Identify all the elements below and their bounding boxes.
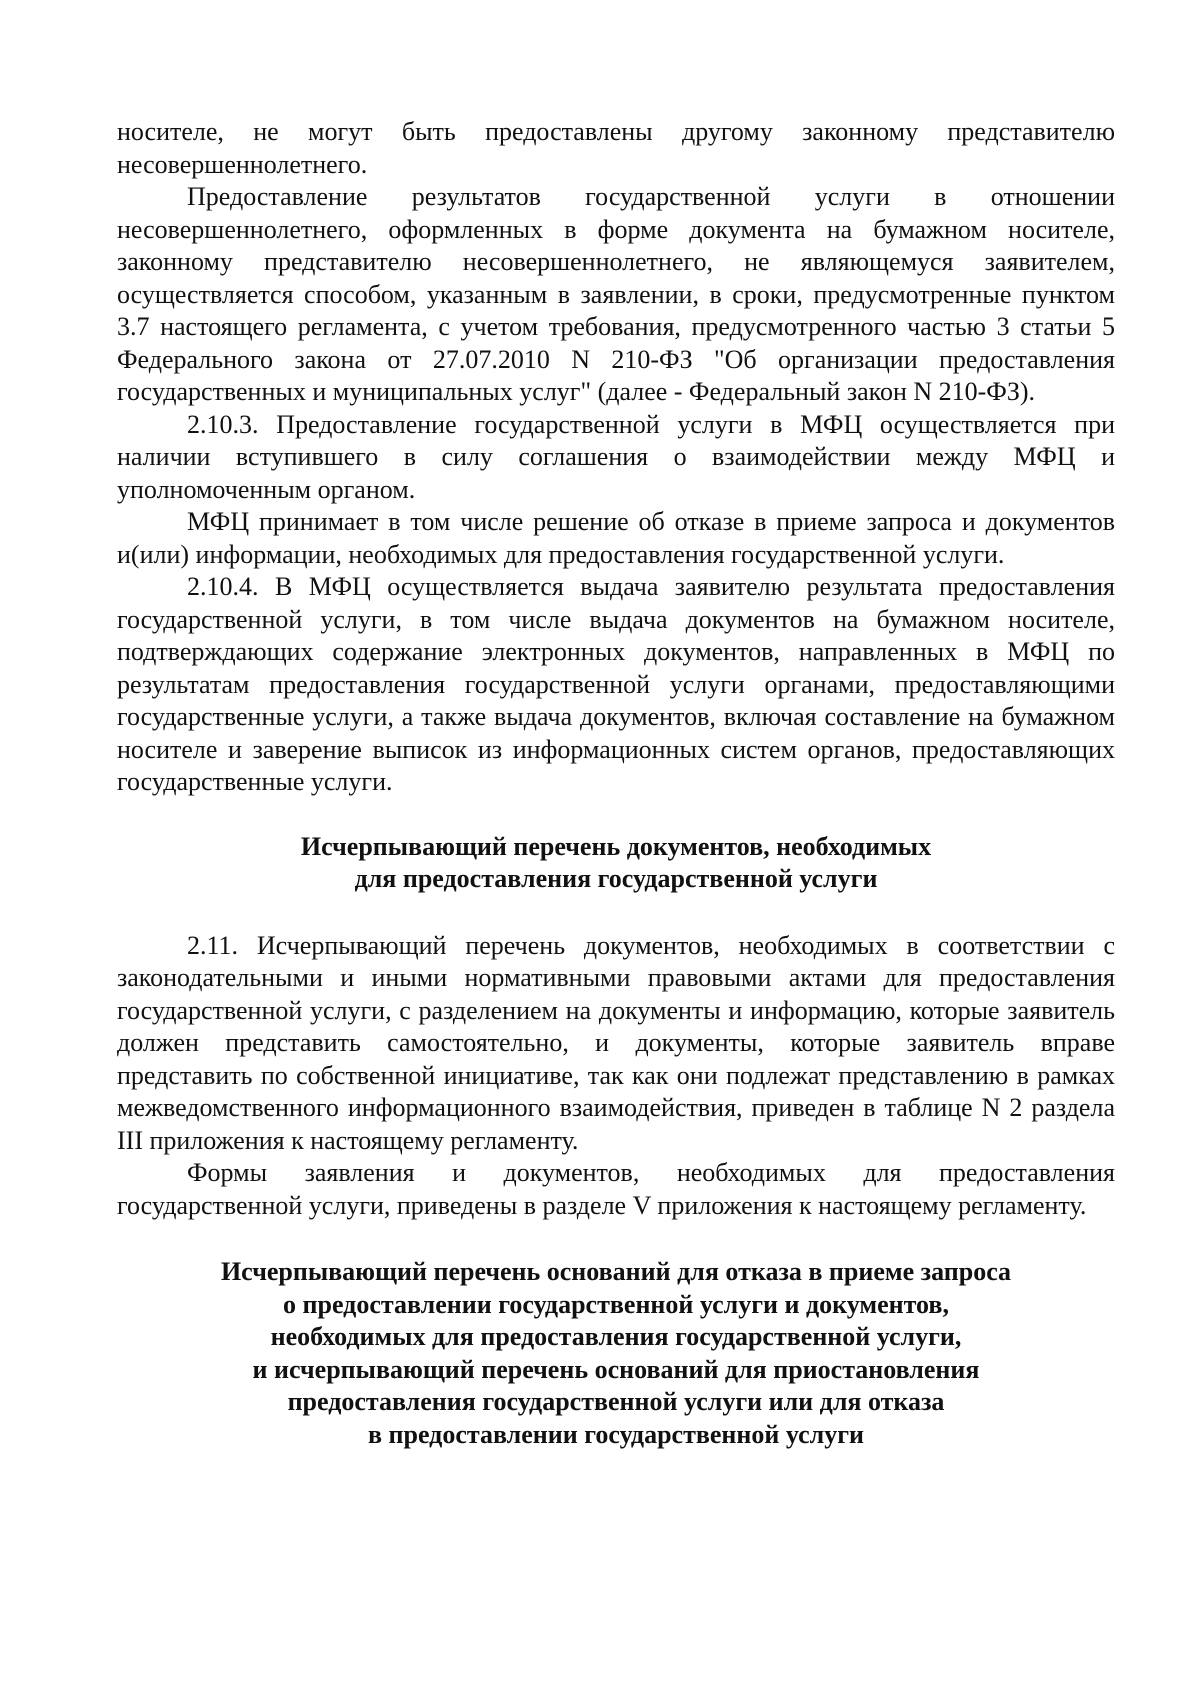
- heading-line: в предоставлении государственной услуги: [367, 1419, 864, 1449]
- spacer: [117, 1222, 1115, 1256]
- heading-line: и исчерпывающий перечень оснований для приостановления: [252, 1354, 980, 1384]
- spacer: [117, 799, 1115, 831]
- section-heading-refusal-grounds: [117, 1256, 1115, 1451]
- document-page: [117, 116, 1115, 1451]
- heading-line: Исчерпывающий перечень оснований для отказа в приеме запроса: [220, 1257, 1012, 1286]
- heading-line: предоставления государственной услуги или для отказа: [287, 1387, 945, 1416]
- paragraph: носителе, не могут быть предоставлены другому законному представителю несовершеннолетнего.: [117, 117, 1115, 179]
- paragraph: Формы заявления и документов, необходимых для предоставления государственной услуги, приведены в разделе V приложения к настоящему регламенту.: [117, 1158, 1115, 1220]
- section-heading-documents: [117, 831, 1115, 896]
- paragraph: 2.10.3. Предоставление государственной услуги в МФЦ осуществляется при наличии вступившего в силу соглашения о взаимодействии между МФЦ и уполномоченным органом.: [117, 409, 1115, 504]
- spacer: [117, 896, 1115, 930]
- heading-line: о предоставлении государственной услуги и документов,: [283, 1289, 949, 1319]
- paragraph: МФЦ принимает в том числе решение об отказе в приеме запроса и документов и(или) информации, необходимых для предоставления государственной услуги.: [117, 507, 1115, 569]
- heading-line: Исчерпывающий перечень документов, необходимых: [300, 831, 932, 861]
- heading-line: для предоставления государственной услуги: [354, 864, 878, 893]
- paragraph: 2.10.4. В МФЦ осуществляется выдача заявителю результата предоставления государственной услуги, в том числе выдача документов на бумажном носителе, подтверждающих содержание электронных документов, направленных в МФЦ по результатам предоставления государственной услуги органами, предоставляющими государственные услуги, а также выдача документов, включая составление на бумажном носителе и заверение выписок из информационных систем органов, предоставляющих государственные услуги.: [117, 572, 1115, 796]
- heading-line: необходимых для предоставления государственной услуги,: [270, 1322, 962, 1351]
- paragraph: 2.11. Исчерпывающий перечень документов, необходимых в соответствии с законодательными и иными нормативными правовыми актами для предоставления государственной услуги, с разделением на документы и информацию, которые заявитель должен представить самостоятельно, и документы, которые заявитель вправе представить по собственной инициативе, так как они подлежат представлению в рамках межведомственного информационного взаимодействия, приведен в таблице N 2 раздела III приложения к настоящему регламенту.: [117, 930, 1115, 1155]
- paragraph: Предоставление результатов государственной услуги в отношении несовершеннолетнего, оформленных в форме документа на бумажном носителе, законному представителю несовершеннолетнего, не являющемуся заявителем, осуществляется способом, указанным в заявлении, в сроки, предусмотренные пунктом 3.7 настоящего регламента, с учетом требования, предусмотренного частью 3 статьи 5 Федерального закона от 27.07.2010 N 210-ФЗ "Об организации предоставления государственных и муниципальных услуг" (далее - Федеральный закон N 210-ФЗ).: [117, 182, 1115, 406]
